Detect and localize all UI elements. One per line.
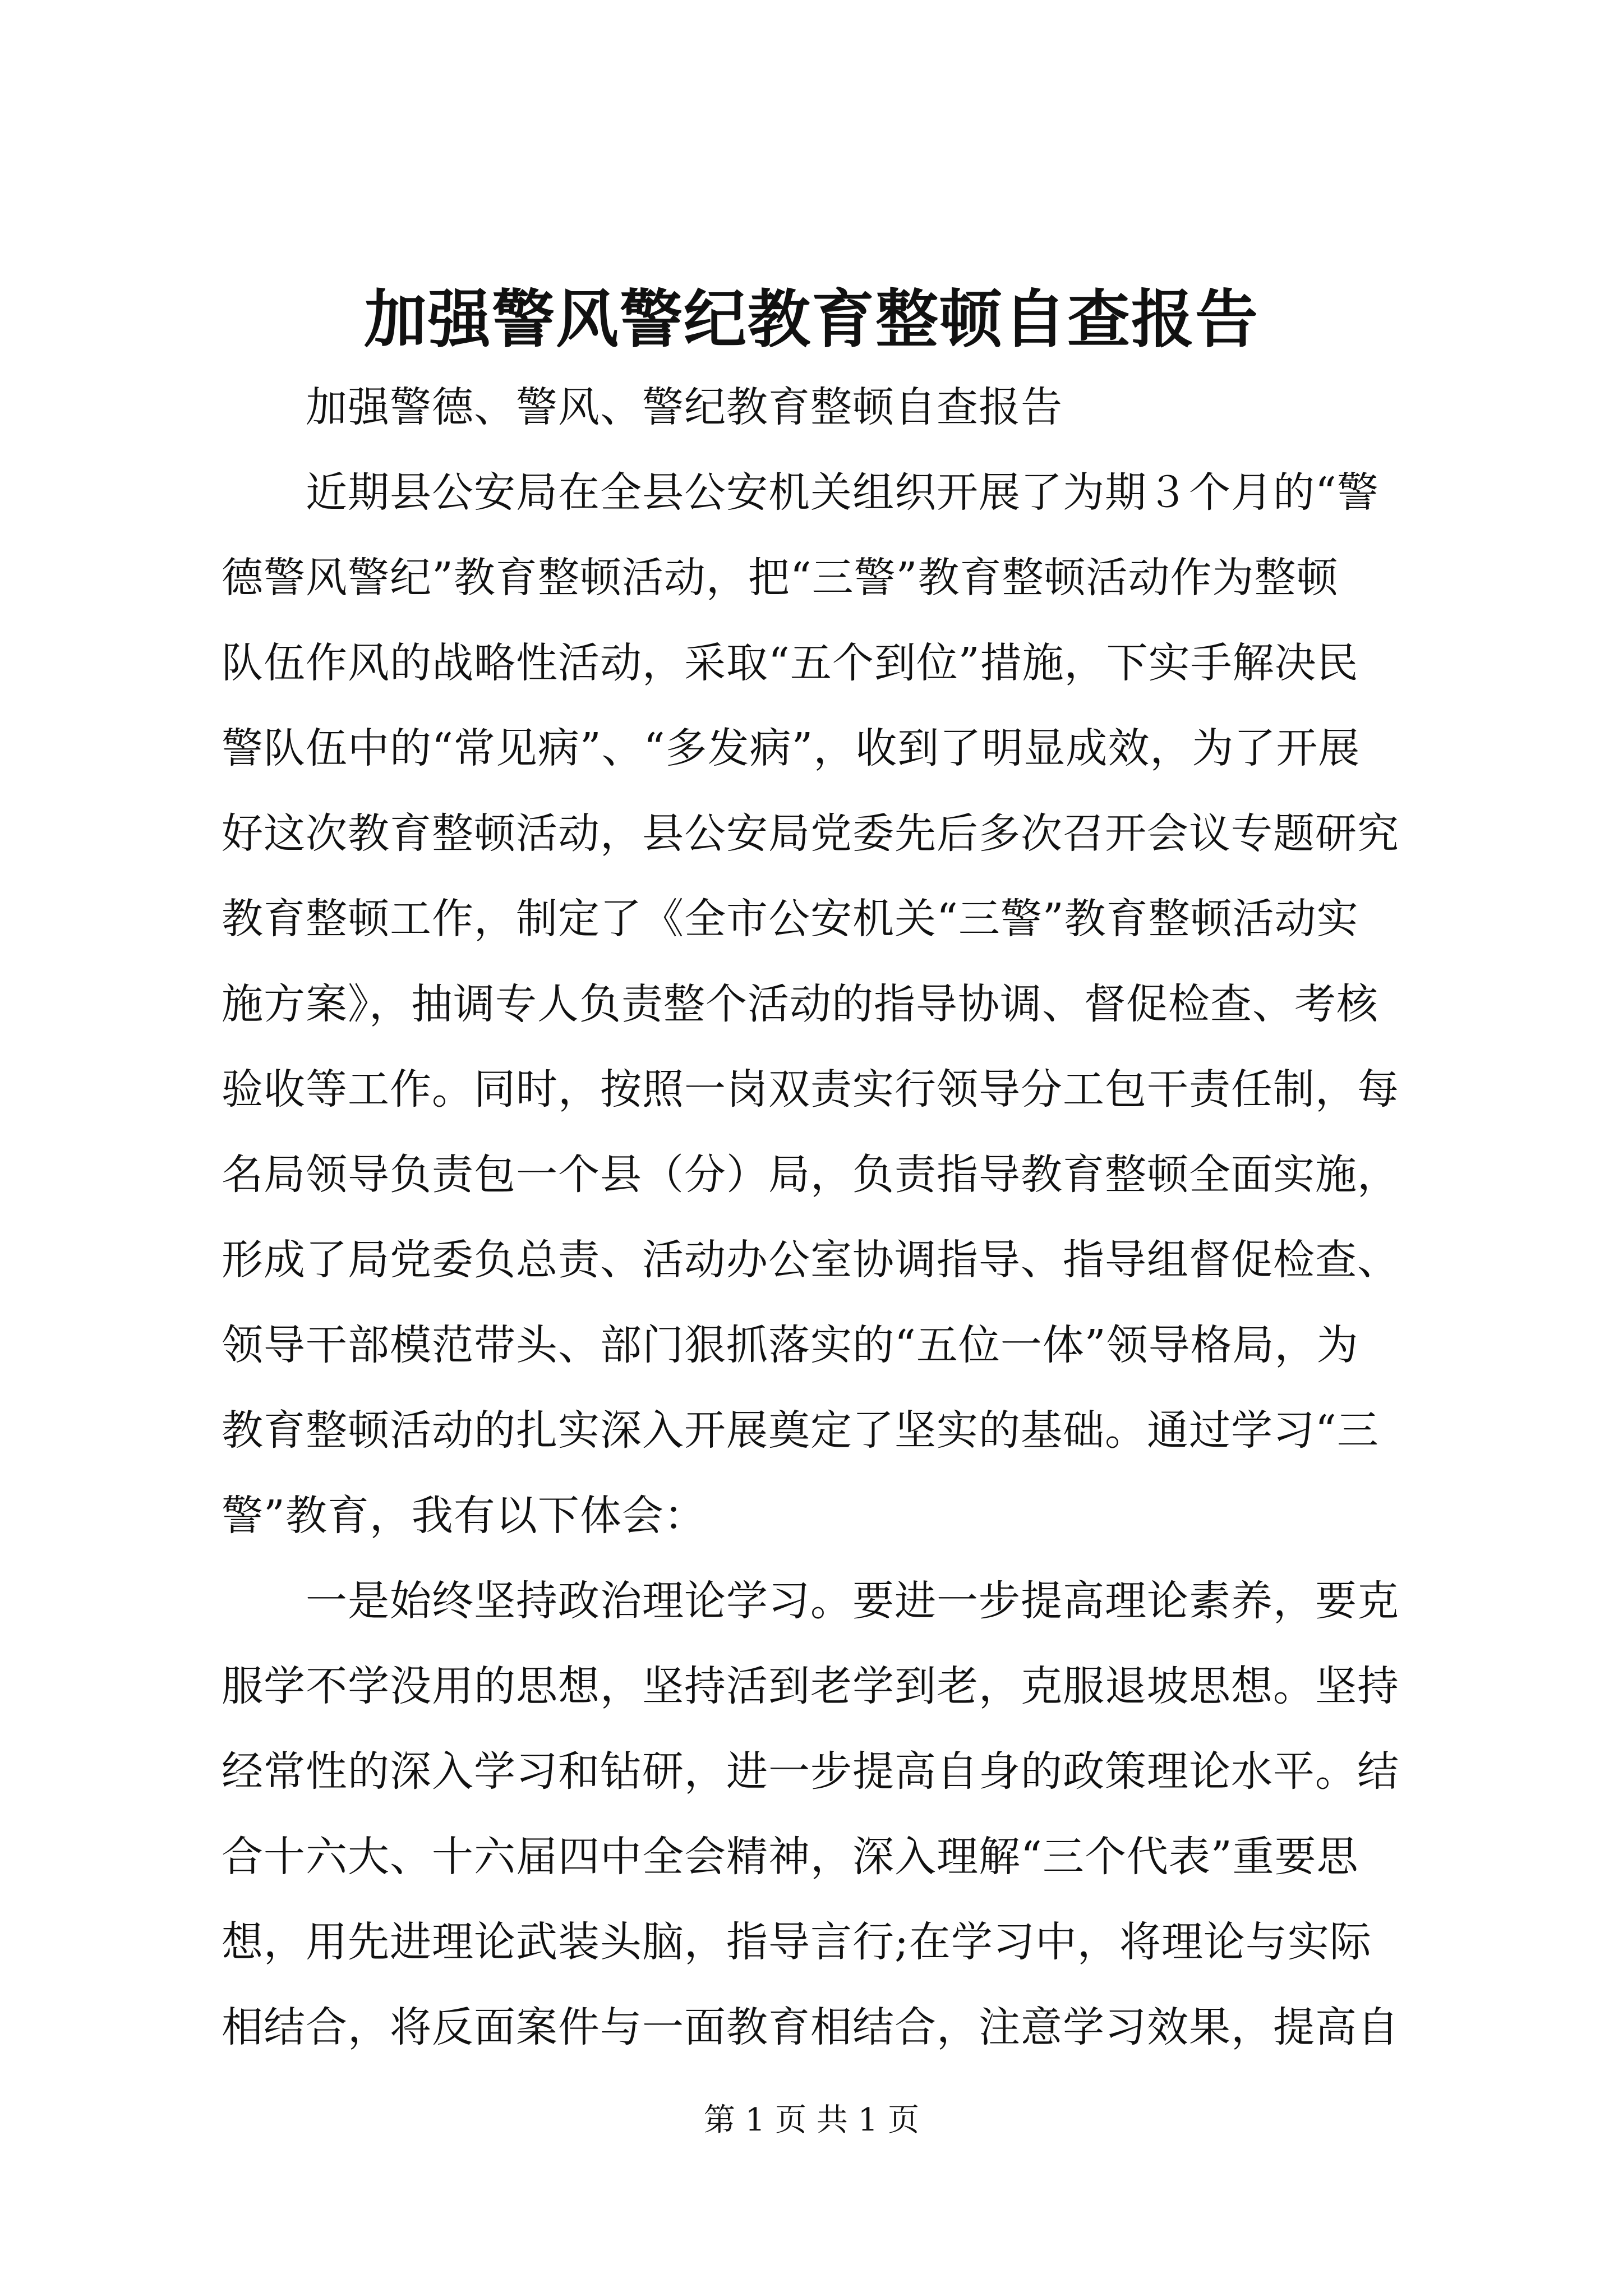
text-line: 德警风警纪”教育整顿活动，把“三警”教育整顿活动作为整顿 xyxy=(222,554,1339,602)
text-line: 好这次教育整顿活动，县公安局党委先后多次召开会议专题研究 xyxy=(222,809,1399,858)
text-line: 加强警德、警风、警纪教育整顿自查报告 xyxy=(306,383,1063,431)
text-line: 验收等工作。同时，按照一岗双责实行领导分工包干责任制，每 xyxy=(222,1065,1399,1114)
text-line: 队伍作风的战略性活动，采取“五个到位”措施，下实手解决民 xyxy=(222,639,1359,687)
text-line: 教育整顿工作，制定了《全市公安机关“三警”教育整顿活动实 xyxy=(222,895,1359,943)
text-line: 相结合，将反面案件与一面教育相结合，注意学习效果，提高自 xyxy=(222,2003,1399,2051)
text-line: 经常性的深入学习和钻研，进一步提高自身的政策理论水平。结 xyxy=(222,1747,1399,1796)
text-line: 合十六大、十六届四中全会精神，深入理解“三个代表”重要思 xyxy=(222,1833,1359,1881)
text-line: 教育整顿活动的扎实深入开展奠定了坚实的基础。通过学习“三 xyxy=(222,1406,1379,1455)
text-line: 警队伍中的“常见病”、“多发病”，收到了明显成效，为了开展 xyxy=(222,724,1361,772)
text-line: 想，用先进理论武装头脑，指导言行;在学习中，将理论与实际 xyxy=(222,1918,1372,1966)
document-body xyxy=(222,365,1422,2070)
text-line: 近期县公安局在全县公安机关组织开展了为期３个月的“警 xyxy=(306,468,1379,517)
text-line: 施方案》，抽调专人负责整个活动的指导协调、督促检查、考核 xyxy=(222,980,1378,1028)
text-line: 领导干部模范带头、部门狠抓落实的“五位一体”领导格局，为 xyxy=(222,1321,1359,1369)
page-number-footer: 第 1 页 共 1 页 xyxy=(703,2102,920,2138)
document-title: 加强警风警纪教育整顿自查报告 xyxy=(364,283,1259,356)
text-line: 服学不学没用的思想，坚持活到老学到老，克服退坡思想。坚持 xyxy=(222,1662,1399,1710)
text-line: 名局领导负责包一个县（分）局，负责指导教育整顿全面实施， xyxy=(222,1151,1399,1199)
text-line: 警”教育，我有以下体会： xyxy=(222,1492,706,1540)
text-line: 一是始终坚持政治理论学习。要进一步提高理论素养，要克 xyxy=(306,1577,1399,1625)
text-line: 形成了局党委负总责、活动办公室协调指导、指导组督促检查、 xyxy=(222,1236,1399,1284)
